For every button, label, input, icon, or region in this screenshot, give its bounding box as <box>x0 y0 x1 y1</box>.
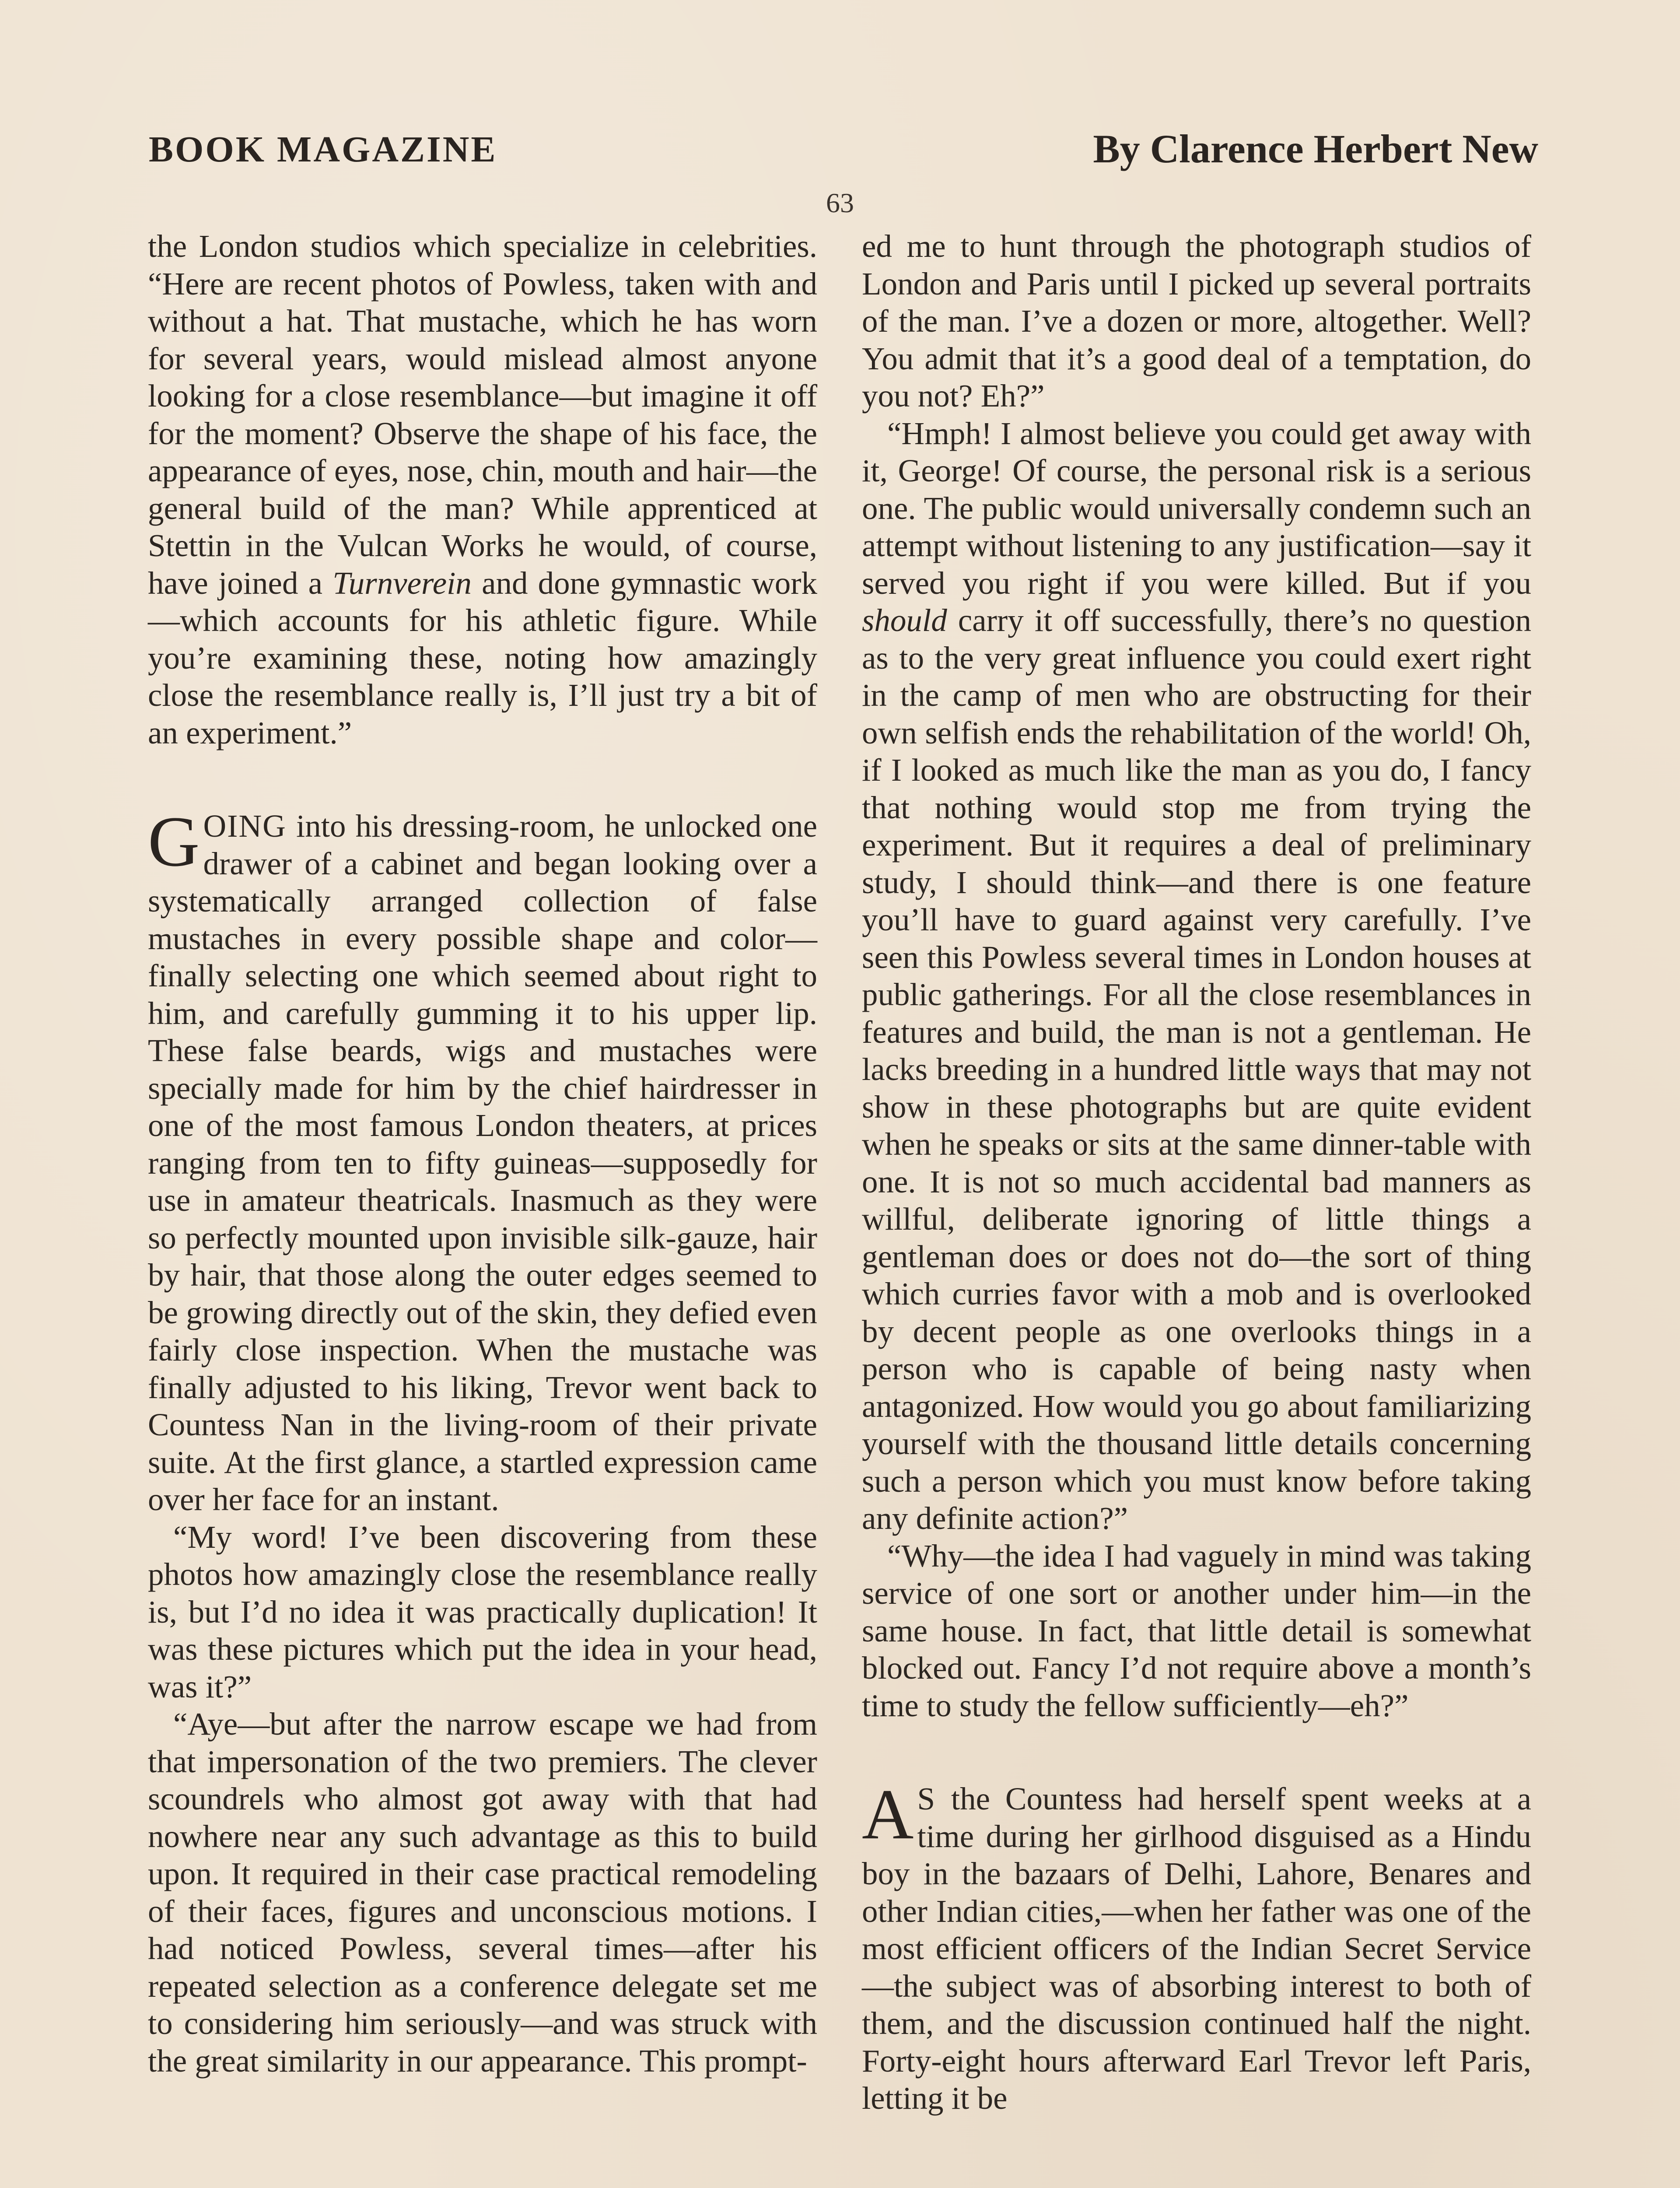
drop-cap: A <box>862 1775 914 1854</box>
section-paragraph <box>862 1775 1531 2117</box>
drop-cap: G <box>148 802 200 881</box>
paragraph-text: “Hmph! I almost believe you could get away with it, George! Of course, the personal risk is a serious one. The public would universally condemn such an attempt without listening to any justification—say it served you right if you were killed. But if you <box>862 415 1531 601</box>
magazine-title: BOOK MAGAZINE <box>149 129 497 170</box>
paragraph-text: the London studios which specialize in celebrities. “Here are recent photos of Powless, taken with and without a hat. That mustache, which he has worn for several years, would mislead almost anyone looking for a close resemblance—but imagine it off for the moment? Observe the shape of his face, the appearance of eyes, nose, chin, mouth and hair—the general build of the man? While apprenticed at Stettin in the Vulcan Works he would, of course, have joined a <box>148 228 817 601</box>
paragraph-text: into his dressing-room, he unlocked one drawer of a cabinet and began looking over a systematically arranged collection of false mustaches in every possible shape and color—finally selecting one which seemed about right to him, and carefully gumming it to his upper lip. These false beards, wigs and mustaches were specially made for him by the chief hairdresser in one of the most famous London theaters, at prices ranging from ten to fifty guineas—supposedly for use in amateur theatricals. Inasmuch as they were so perfectly mounted upon invisible silk-gauze, hair by hair, that those along the outer edges seemed to be growing directly out of the skin, they defied even fairly close inspection. When the mustache was finally adjusted to his liking, Trevor went back to Countess Nan in the living-room of their private suite. At the first glance, a startled expression came over her face for an instant. <box>148 808 817 1517</box>
italic-word: Turnverein <box>332 565 472 601</box>
section-paragraph <box>148 802 817 1518</box>
italic-word: should <box>862 603 947 638</box>
page-number: 63 <box>826 187 854 218</box>
paragraph-text: and done gymnastic work—which accounts for his athletic figure. While you’re examining these, noting how amazingly close the resemblance really is, I’ll just try a bit of an experiment.” <box>148 565 817 750</box>
paragraph: “Why—the idea I had vaguely in mind was taking service of one sort or another under him—in the same house. In fact, that little detail is somewhat blocked out. Fancy I’d not require above a month’s time to study the fellow sufficiently—eh?” <box>862 1538 1531 1723</box>
paragraph <box>862 415 1531 1537</box>
section-opening-caps: S <box>917 1781 936 1816</box>
paragraph-text: the Countess had herself spent weeks at a time during her girlhood disguised as a Hindu boy in the bazaars of Delhi, Lahore, Benares and other Indian cities,—when her father was one of the most efficient officers of the Indian Secret Service—the subject was of absorbing interest to both of them, and the discussion continued half the night. Forty-eight hours afterward Earl Trevor left Paris, letting it be <box>862 1781 1531 2116</box>
paragraph-text: carry it off successfully, there’s no question as to the very great influence you could exert right in the camp of men who are obstructing for their own selfish ends the rehabilitation of the world! Oh, if I looked as much like the man as you do, I fancy that nothing would stop me from trying the experiment. But it requires a deal of preliminary study, I should think—and there is one feature you’ll have to guard against very carefully. I’ve seen this Powless several times in London houses at public gatherings. For all the close resemblances in features and build, the man is not a gentleman. He lacks breeding in a hundred little ways that may not show in these photographs but are quite evident when he speaks or sits at the same dinner-table with one. It is not so much accidental bad manners as willful, deliberate ignoring of little things a gentleman does or does not do—the sort of thing which curries favor with a mob and is overlooked by decent people as one overlooks things in a person who is capable of being nasty when antagonized. How would you go about familiarizing yourself with the thousand little details concerning such a person which you must know before taking any definite action?” <box>862 603 1531 1536</box>
paragraph: ed me to hunt through the photograph studios of London and Paris until I picked up several portraits of the man. I’ve a dozen or more, altogether. Well? You admit that it’s a good deal of a temptation, do you not? Eh?” <box>862 228 1531 414</box>
author-byline: By Clarence Herbert New <box>1093 126 1538 171</box>
section-opening-caps: OING <box>203 808 287 844</box>
paragraph: “My word! I’ve been discovering from these photos how amazingly close the resemblance really is, but I’d no idea it was practically duplication! It was these pictures which put the idea in your head, was it?” <box>148 1519 817 1704</box>
paragraph <box>148 228 817 751</box>
paragraph: “Aye—but after the narrow escape we had from that impersonation of the two premiers. The clever scoundrels who almost got away with that had nowhere near any such advantage as this to build upon. It required in their case practical remodeling of their faces, figures and unconscious motions. I had noticed Powless, several times—after his repeated selection as a conference delegate set me to considering him seriously—and was struck with the great similarity in our appearance. This prompt- <box>148 1706 817 2079</box>
right-column <box>862 228 1531 2117</box>
left-column <box>148 228 817 2079</box>
